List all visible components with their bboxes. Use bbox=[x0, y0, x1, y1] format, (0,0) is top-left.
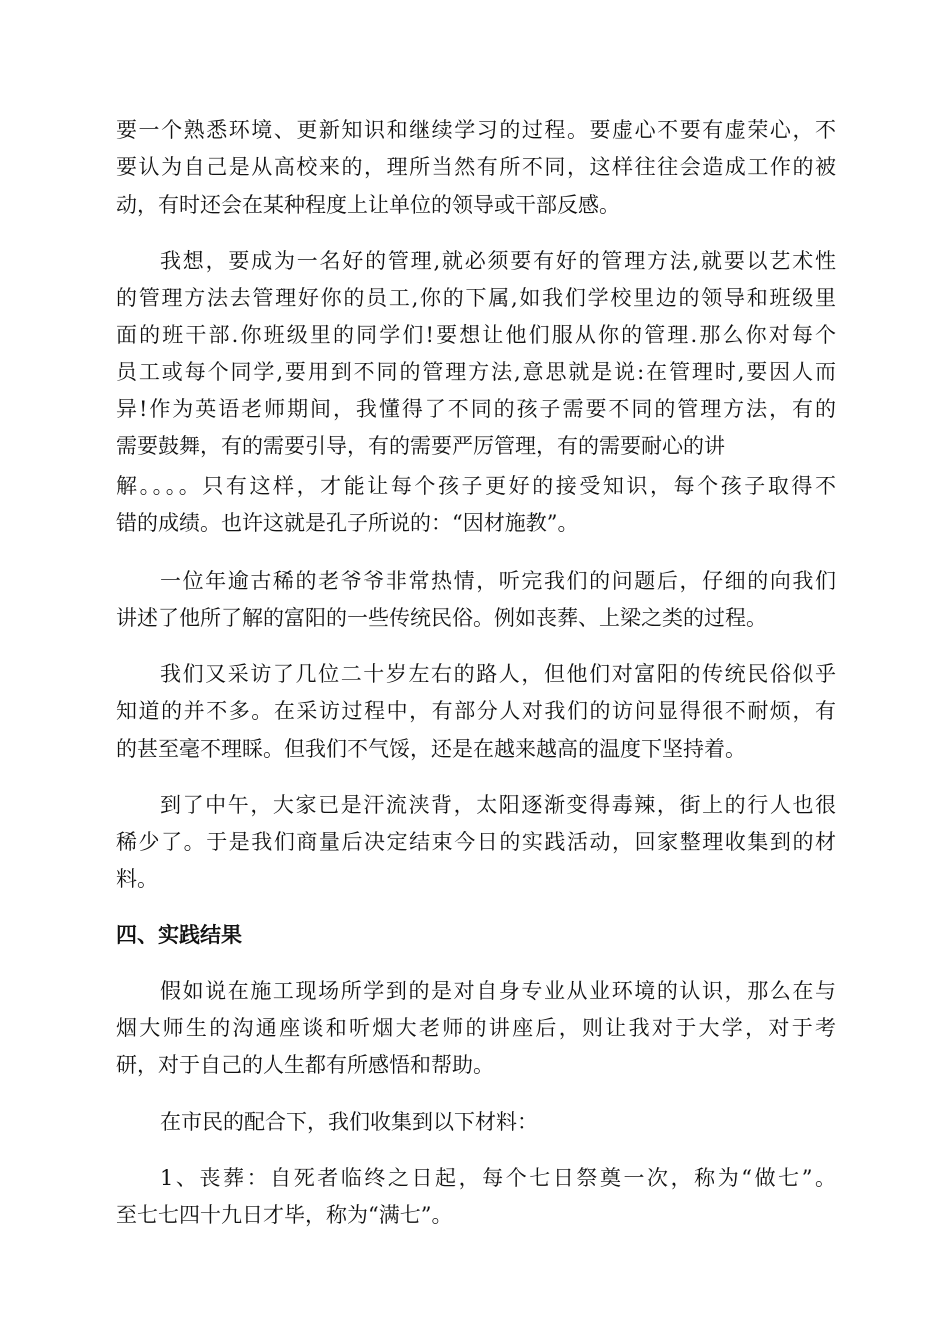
paragraph-1-line-3: 动，有时还会在某种程度上让单位的领导或干部反感。 bbox=[116, 193, 620, 217]
paragraph-2-line-5: 异!作为英语老师期间，我懂得了不同的孩子需要不同的管理方法，有的 bbox=[116, 397, 836, 421]
paragraph-5-line-1: 到了中午，大家已是汗流浃背，太阳逐渐变得毒辣，街上的行人也很 bbox=[160, 793, 836, 817]
section-heading: 四、实践结果 bbox=[116, 922, 242, 947]
paragraph-8-line-1: 1、丧葬：自死者临终之日起，每个七日祭奠一次，称为“做七”。 bbox=[160, 1166, 836, 1190]
paragraph-6-line-1: 假如说在施工现场所学到的是对自身专业从业环境的认识，那么在与 bbox=[160, 979, 836, 1003]
paragraph-2-line-3: 面的班干部.你班级里的同学们!要想让他们服从你的管理.那么你对每个 bbox=[116, 323, 836, 347]
paragraph-2-line-8: 错的成绩。也许这就是孔子所说的：“因材施教”。 bbox=[116, 511, 579, 535]
paragraph-1-line-1: 要一个熟悉环境、更新知识和继续学习的过程。要虚心不要有虚荣心，不 bbox=[116, 118, 836, 142]
paragraph-2-line-2: 的管理方法去管理好你的员工,你的下属,如我们学校里边的领导和班级里 bbox=[116, 286, 836, 310]
paragraph-2-line-7: 解。。。。只有这样，才能让每个孩子更好的接受知识，每个孩子取得不 bbox=[116, 474, 836, 498]
paragraph-5-line-2: 稀少了。于是我们商量后决定结束今日的实践活动，回家整理收集到的材 bbox=[116, 830, 836, 854]
paragraph-4-line-3: 的甚至毫不理睬。但我们不气馁，还是在越来越高的温度下坚持着。 bbox=[116, 737, 746, 761]
paragraph-2-line-4: 员工或每个同学,要用到不同的管理方法,意思就是说:在管理时,要因人而 bbox=[116, 360, 836, 384]
paragraph-7-line-1: 在市民的配合下，我们收集到以下材料： bbox=[160, 1110, 538, 1134]
paragraph-2-line-1: 我想，要成为一名好的管理,就必须要有好的管理方法,就要以艺术性 bbox=[160, 249, 836, 273]
paragraph-6-line-3: 研，对于自己的人生都有所感悟和帮助。 bbox=[116, 1053, 494, 1077]
paragraph-1-line-2: 要认为自己是从高校来的，理所当然有所不同，这样往往会造成工作的被 bbox=[116, 155, 836, 179]
paragraph-4-line-2: 知道的并不多。在采访过程中，有部分人对我们的访问显得很不耐烦，有 bbox=[116, 699, 836, 723]
paragraph-5-line-3: 料。 bbox=[116, 867, 158, 891]
paragraph-2-line-6: 需要鼓舞，有的需要引导，有的需要严厉管理，有的需要耐心的讲 bbox=[116, 434, 725, 458]
paragraph-8-line-2: 至七七四十九日才毕，称为“满七”。 bbox=[116, 1203, 453, 1227]
paragraph-4-line-1: 我们又采访了几位二十岁左右的路人，但他们对富阳的传统民俗似乎 bbox=[160, 662, 836, 686]
paragraph-6-line-2: 烟大师生的沟通座谈和听烟大老师的讲座后，则让我对于大学，对于考 bbox=[116, 1016, 836, 1040]
paragraph-3-line-2: 讲述了他所了解的富阳的一些传统民俗。例如丧葬、上梁之类的过程。 bbox=[116, 606, 767, 630]
paragraph-3-line-1: 一位年逾古稀的老爷爷非常热情，听完我们的问题后，仔细的向我们 bbox=[160, 569, 836, 593]
